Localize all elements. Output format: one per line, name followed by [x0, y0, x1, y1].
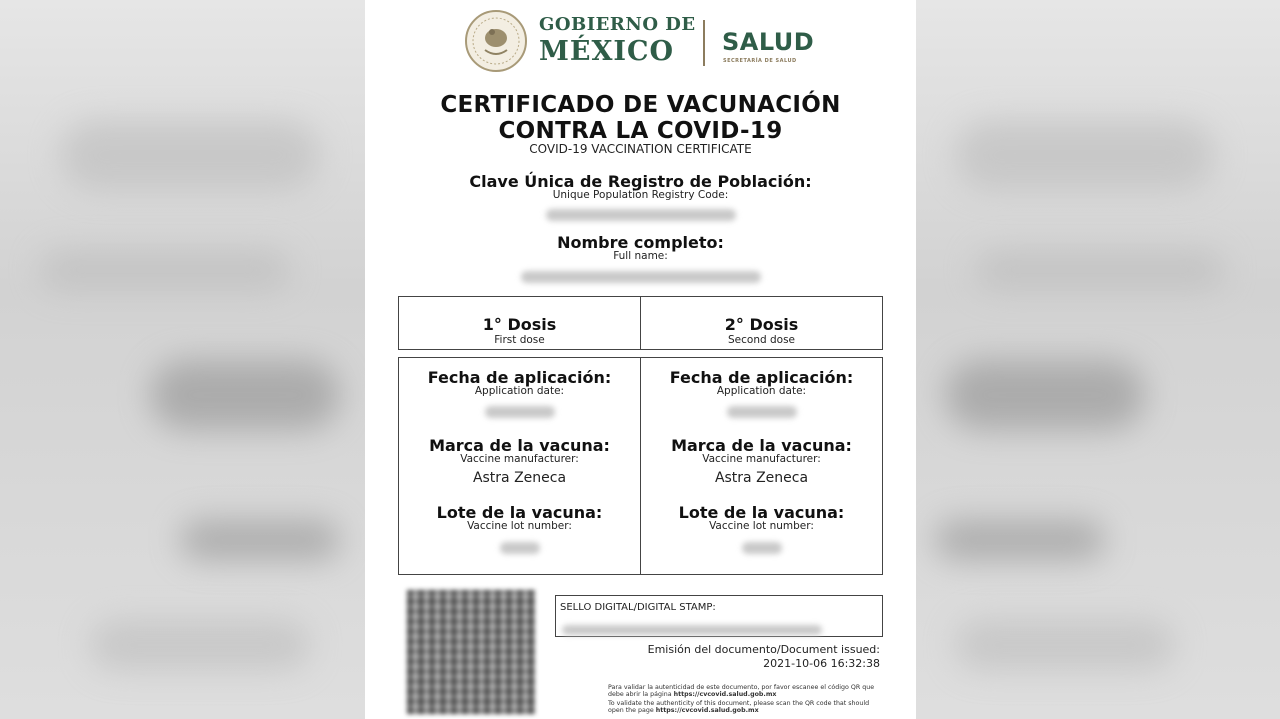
validation-note-en — [608, 700, 878, 714]
vaccine-lot-redacted — [641, 539, 882, 558]
curp-label: Clave Única de Registro de Población: — [469, 172, 812, 191]
vaccine-lot-sublabel: Vaccine lot number: — [467, 520, 572, 532]
first-dose-title: 1° Dosis — [482, 315, 557, 334]
ministry-subtitle: SECRETARÍA DE SALUD — [723, 58, 797, 64]
vaccine-lot-redacted — [399, 539, 640, 558]
qr-code-redacted[interactable] — [407, 590, 535, 714]
name-sublabel: Full name: — [613, 250, 668, 262]
first-dose-subtitle: First dose — [494, 334, 545, 346]
vaccine-lot-label: Lote de la vacuna: — [436, 503, 603, 522]
issued-date: 2021-10-06 16:32:38 — [763, 657, 880, 670]
first-dose-header — [398, 296, 641, 350]
validation-text-en: To validate the authenticity of this document, please scan the QR code that should open the page — [608, 700, 870, 714]
vaccine-brand-sublabel: Vaccine manufacturer: — [702, 453, 821, 465]
vaccine-brand-label: Marca de la vacuna: — [429, 436, 610, 455]
vaccine-brand-label: Marca de la vacuna: — [671, 436, 852, 455]
name-value-redacted — [365, 268, 916, 287]
application-date-sublabel: Application date: — [474, 385, 565, 397]
blurred-background-right — [915, 0, 1280, 719]
certificate-title-line1: CERTIFICADO DE VACUNACIÓN — [440, 92, 841, 118]
certificate-title-line2: CONTRA LA COVID-19 — [498, 118, 783, 144]
digital-stamp-label: SELLO DIGITAL/DIGITAL STAMP: — [560, 602, 716, 613]
application-date-redacted — [641, 403, 882, 422]
name-label: Nombre completo: — [557, 233, 724, 252]
application-date-label: Fecha de aplicación: — [669, 368, 854, 387]
validation-text-es: Para validar la autenticidad de este documento, por favor escanee el código QR que debe abrir la página — [608, 684, 875, 698]
mexico-coat-of-arms-icon — [465, 10, 527, 72]
application-date-redacted — [399, 403, 640, 422]
digital-stamp-redacted — [562, 620, 822, 639]
second-dose-subtitle: Second dose — [728, 334, 795, 346]
government-line1: GOBIERNO DE — [539, 14, 696, 35]
blurred-background-left — [0, 0, 365, 719]
issued-label: Emisión del documento/Document issued: — [647, 643, 880, 656]
application-date-sublabel: Application date: — [716, 385, 807, 397]
certificate-document — [365, 0, 916, 719]
ministry-name: SALUD — [722, 28, 815, 56]
government-line2: MÉXICO — [539, 36, 675, 67]
vaccine-brand-value: Astra Zeneca — [472, 470, 567, 486]
digital-stamp-box — [555, 595, 883, 637]
validation-link-es[interactable]: https://cvcovid.salud.gob.mx — [673, 691, 777, 698]
certificate-subtitle: COVID-19 VACCINATION CERTIFICATE — [529, 142, 752, 156]
curp-value-redacted — [365, 206, 916, 225]
first-dose-details — [398, 357, 641, 575]
second-dose-details — [640, 357, 883, 575]
validation-link-en[interactable]: https://cvcovid.salud.gob.mx — [655, 707, 759, 714]
second-dose-header — [640, 296, 883, 350]
header-divider — [703, 20, 705, 66]
curp-sublabel: Unique Population Registry Code: — [552, 189, 729, 201]
second-dose-title: 2° Dosis — [724, 315, 799, 334]
validation-note-es — [608, 684, 878, 698]
application-date-label: Fecha de aplicación: — [427, 368, 612, 387]
vaccine-brand-value: Astra Zeneca — [714, 470, 809, 486]
vaccine-brand-sublabel: Vaccine manufacturer: — [460, 453, 579, 465]
vaccine-lot-label: Lote de la vacuna: — [678, 503, 845, 522]
vaccine-lot-sublabel: Vaccine lot number: — [709, 520, 814, 532]
